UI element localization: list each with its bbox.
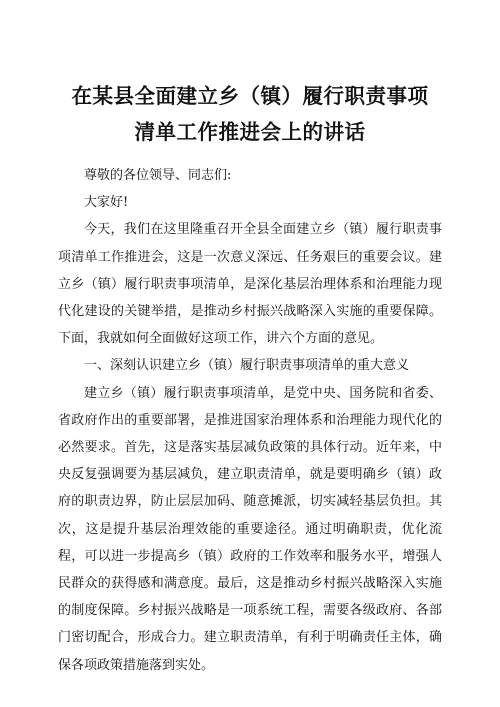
greeting: 大家好! — [84, 195, 129, 211]
paragraph-section-1: 建立乡（镇）履行职责事项清单，是党中央、国务院和省委、省政府作出的重要部署，是推进国家治理体系和治理能力现代化的必然要求。首先，这是落实基层减负政策的具体行动。近年来，中央反复强调要为基层减负，建立职责清单，就是要明确乡（镇）政府的职责边界，防止层层加码、随意摊派，切实减轻基层负担。其次，这是提升基层治理效能的重要途径。通过明确职责，优化流程，可以进一步提高乡（镇）政府的工作效率和服务水平，增强人民群众的获得感和满意度。最后，这是推动乡村振兴战略深入实施的制度保障。乡村振兴战略是一项系统工程，需要各级政府、各部门密切配合，形成合力。建立职责清单，有利于明确责任主体，确保各项政策措施落到实处。 — [58, 385, 442, 673]
document-body — [58, 162, 442, 679]
paragraph-intro: 今天，我们在这里隆重召开全县全面建立乡（镇）履行职责事项清单工作推进会，这是一次意义深远、任务艰巨的重要会议。建立乡（镇）履行职责事项清单，是深化基层治理体系和治理能力现代化建设的关键举措，是推动乡村振兴战略深入实施的重要保障。下面，我就如何全面做好这项工作，讲六个方面的意见。 — [58, 222, 442, 347]
document-title — [58, 78, 442, 150]
title-line-1: 在某县全面建立乡（镇）履行职责事项 — [71, 84, 429, 108]
salutation: 尊敬的各位领导、同志们: — [84, 168, 232, 183]
title-line-2: 清单工作推进会上的讲话 — [134, 120, 366, 144]
section-heading-1: 一、深刻认识建立乡（镇）履行职责事项清单的重大意义 — [84, 358, 410, 374]
